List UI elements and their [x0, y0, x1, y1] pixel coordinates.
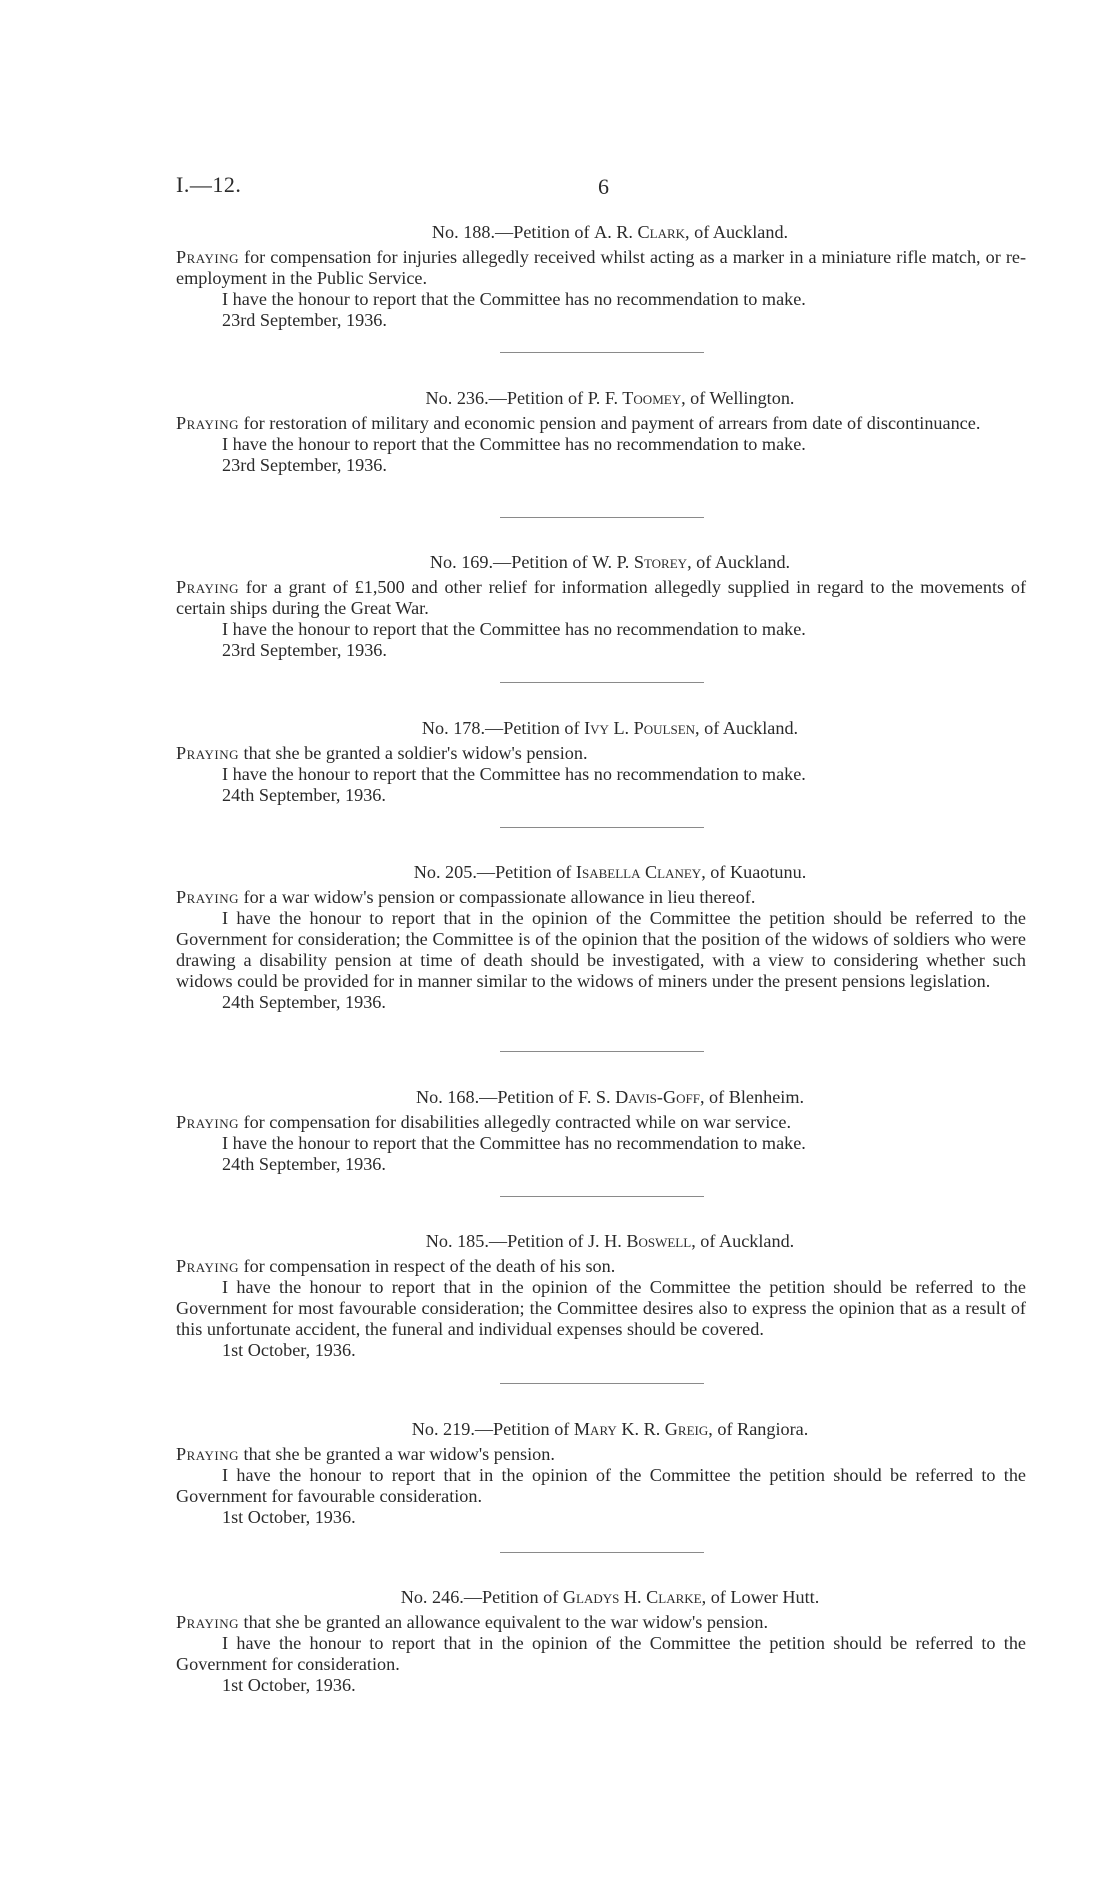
- petition-praying: Praying that she be granted a soldier's widow's pension.: [176, 743, 588, 763]
- section-divider: [500, 1051, 704, 1052]
- petition-title: No. 168.—Petition of F. S. Davis-Goff, of Blenheim.: [415, 1087, 805, 1107]
- committee-report: I have the honour to report that in the opinion of the Committee the petition should be referred to the Government for favourable consideration.: [176, 1465, 1026, 1506]
- committee-report: I have the honour to report that in the opinion of the Committee the petition should be referred to the Government for consideration.: [176, 1633, 1026, 1674]
- petitioner-name: Ivy L. Poulsen: [584, 718, 696, 738]
- petitioner-name: J. H. Boswell: [587, 1231, 692, 1251]
- report-date: 23rd September, 1936.: [222, 640, 387, 660]
- report-date: 23rd September, 1936.: [222, 310, 387, 330]
- petition-title: No. 169.—Petition of W. P. Storey, of Auckland.: [429, 552, 791, 572]
- page-number: 6: [598, 174, 609, 199]
- petition-praying: Praying for compensation in respect of the death of his son.: [176, 1256, 616, 1276]
- report-date: 1st October, 1936.: [222, 1675, 356, 1695]
- report-date: 24th September, 1936.: [222, 992, 386, 1012]
- petition-title: No. 219.—Petition of Mary K. R. Greig, of Rangiora.: [411, 1419, 809, 1439]
- section-divider: [500, 352, 704, 353]
- petitioner-name: A. R. Clark: [594, 222, 686, 242]
- petition-entry: [176, 552, 1026, 661]
- committee-report: I have the honour to report that the Committee has no recommendation to make.: [222, 764, 806, 784]
- petition-praying: Praying that she be granted a war widow's pension.: [176, 1444, 555, 1464]
- petition-title: No. 246.—Petition of Gladys H. Clarke, of Lower Hutt.: [400, 1587, 820, 1607]
- page-reference: I.—12.: [176, 172, 242, 197]
- petition-praying: Praying for compensation for disabilities allegedly contracted while on war service.: [176, 1112, 791, 1132]
- petitioner-name: Gladys H. Clarke: [562, 1587, 702, 1607]
- petitioner-name: F. S. Davis-Goff: [578, 1087, 700, 1107]
- petition-entry: [176, 1231, 1026, 1361]
- committee-report: I have the honour to report that the Committee has no recommendation to make.: [222, 289, 806, 309]
- petition-entry: [176, 1419, 1026, 1528]
- petition-praying: Praying for a war widow's pension or compassionate allowance in lieu thereof.: [176, 887, 756, 907]
- petitioner-name: P. F. Toomey: [587, 388, 682, 408]
- petitioner-name: W. P. Storey: [592, 552, 688, 572]
- section-divider: [500, 1383, 704, 1384]
- petition-entry: [176, 718, 1026, 806]
- petition-entry: [176, 388, 1026, 476]
- report-date: 23rd September, 1936.: [222, 455, 387, 475]
- committee-report: I have the honour to report that the Committee has no recommendation to make.: [222, 1133, 806, 1153]
- petition-praying: Praying for restoration of military and economic pension and payment of arrears from date of discontinuance.: [176, 413, 981, 433]
- petition-praying: Praying for a grant of £1,500 and other relief for information allegedly supplied in regard to the movements of certain ships during the Great War.: [176, 577, 1027, 618]
- petition-title: No. 188.—Petition of A. R. Clark, of Auckland.: [431, 222, 789, 242]
- section-divider: [500, 682, 704, 683]
- petition-entry: [176, 222, 1026, 331]
- report-date: 24th September, 1936.: [222, 785, 386, 805]
- petition-entry: [176, 862, 1026, 1013]
- committee-report: I have the honour to report that the Committee has no recommendation to make.: [222, 434, 806, 454]
- petition-entry: [176, 1087, 1026, 1175]
- petitioner-name: Mary K. R. Greig: [573, 1419, 709, 1439]
- petition-title: No. 236.—Petition of P. F. Toomey, of Wellington.: [425, 388, 795, 408]
- petition-title: No. 205.—Petition of Isabella Claney, of Kuaotunu.: [413, 862, 807, 882]
- petition-praying: Praying for compensation for injuries allegedly received whilst acting as a marker in a miniature rifle match, or re-employment in the Public Service.: [176, 247, 1027, 288]
- committee-report: I have the honour to report that in the opinion of the Committee the petition should be referred to the Government for most favourable consideration; the Committee desires also to express the opinion that as a result of this unfortunate accident, the funeral and individual expenses should be covered.: [176, 1277, 1026, 1339]
- committee-report: I have the honour to report that in the opinion of the Committee the petition should be referred to the Government for consideration; the Committee is of the opinion that the position of the widows of soldiers who were drawing a disability pension at time of death should be investigated, with a view to considering whether such widows could be provided for in manner similar to the widows of miners under the present pensions legislation.: [176, 908, 1026, 991]
- petition-title: No. 185.—Petition of J. H. Boswell, of Auckland.: [425, 1231, 795, 1251]
- section-divider: [500, 1552, 704, 1553]
- petitioner-name: Isabella Claney: [575, 862, 702, 882]
- report-date: 24th September, 1936.: [222, 1154, 386, 1174]
- section-divider: [500, 1196, 704, 1197]
- petition-title: No. 178.—Petition of Ivy L. Poulsen, of Auckland.: [421, 718, 799, 738]
- section-divider: [500, 827, 704, 828]
- committee-report: I have the honour to report that the Committee has no recommendation to make.: [222, 619, 806, 639]
- petition-praying: Praying that she be granted an allowance equivalent to the war widow's pension.: [176, 1612, 769, 1632]
- petition-entry: [176, 1587, 1026, 1696]
- report-date: 1st October, 1936.: [222, 1507, 356, 1527]
- report-date: 1st October, 1936.: [222, 1340, 356, 1360]
- section-divider: [500, 517, 704, 518]
